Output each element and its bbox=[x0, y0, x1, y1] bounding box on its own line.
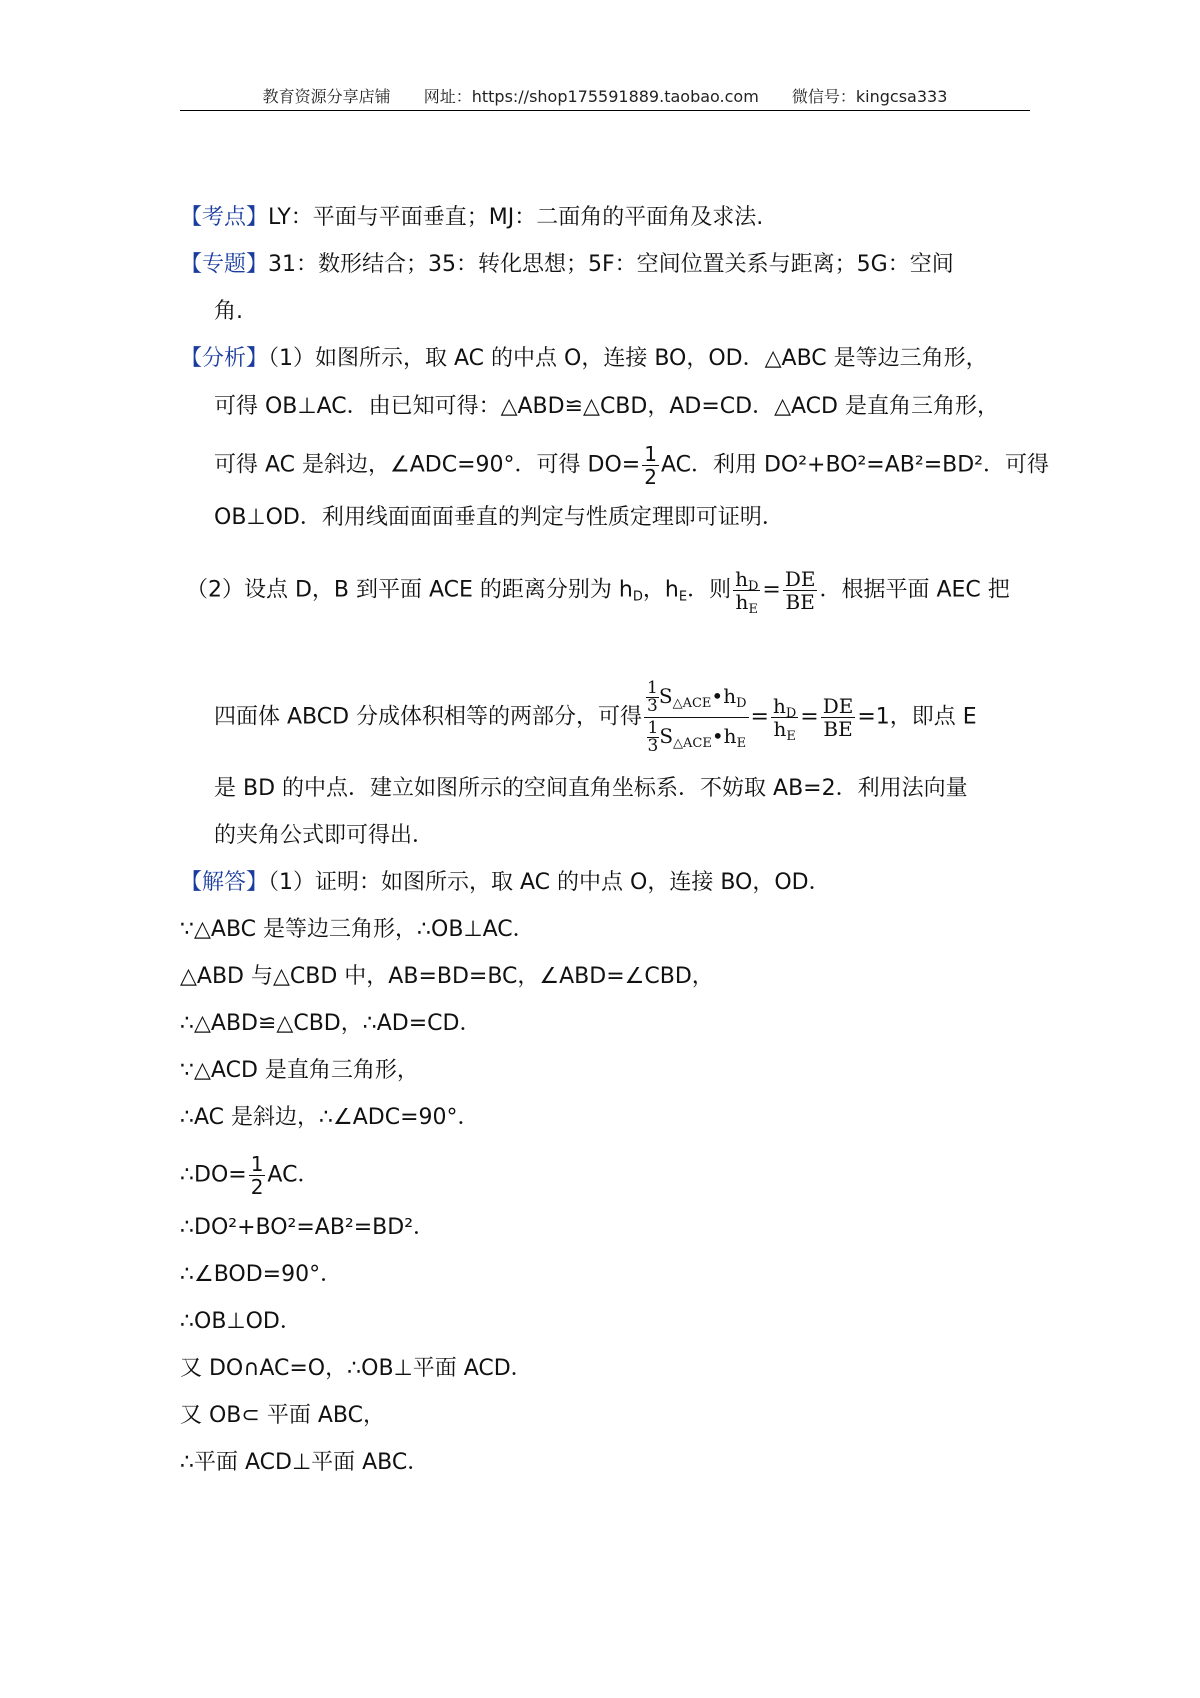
h-letter: h bbox=[773, 717, 787, 741]
fenxi-label: 【分析】 bbox=[180, 346, 269, 371]
fenxi-text-1: （1）如图所示，取 AC 的中点 O，连接 BO，OD．△ABC 是等边三角形， bbox=[268, 346, 988, 371]
jieda-label: 【解答】 bbox=[180, 870, 269, 895]
fenxi-part2-line-2 bbox=[214, 678, 977, 757]
sub-E: E bbox=[736, 736, 747, 751]
sub-D: D bbox=[736, 696, 747, 711]
part2-text-post: ．根据平面 AEC 把 bbox=[819, 577, 1010, 603]
part2-text-pre: （2）设点 D，B 到平面 ACE 的距离分别为 h bbox=[186, 577, 633, 603]
dot: • bbox=[711, 684, 724, 708]
jieda-line-12: 又 OB⊂ 平面 ABC， bbox=[180, 1403, 385, 1428]
jieda-line-13: ∴平面 ACD⊥平面 ABC． bbox=[180, 1450, 430, 1475]
sub-E: E bbox=[748, 602, 758, 617]
S-letter: S bbox=[659, 724, 674, 748]
sub-E: E bbox=[786, 729, 796, 744]
sub-D: D bbox=[785, 706, 797, 721]
equals: = bbox=[750, 704, 769, 730]
header-shop: 教育资源分享店铺 bbox=[262, 87, 391, 106]
sub-D: D bbox=[747, 579, 759, 594]
fenxi-line-3-post: AC．利用 DO²+BO²=AB²=BD²．可得 bbox=[660, 452, 1049, 478]
kaodian-label: 【考点】 bbox=[180, 205, 269, 230]
sub-ACE: △ACE bbox=[673, 736, 712, 751]
equals: = bbox=[762, 577, 781, 603]
volume-ratio-fraction bbox=[644, 678, 748, 757]
half-fraction: $\frac{1}{2}$ bbox=[250, 1152, 264, 1199]
fenxi-line-3-pre: 可得 AC 是斜边，∠ADC=90°．可得 DO= bbox=[214, 452, 641, 478]
fenxi-line-1 bbox=[180, 344, 988, 374]
kaodian-line bbox=[180, 203, 763, 233]
part2-text-then: ．则 bbox=[687, 577, 732, 603]
part3-text-post: =1，即点 E bbox=[857, 704, 977, 730]
jieda-line-6: ∴AC 是斜边，∴∠ADC=90°． bbox=[180, 1105, 480, 1130]
de-over-be-fraction: $\frac{DE}{BE}$ bbox=[784, 567, 816, 614]
jieda-line-4: ∴△ABD≌△CBD，∴AD=CD． bbox=[180, 1011, 482, 1036]
jieda-line-2: ∵△ABC 是等边三角形，∴OB⊥AC． bbox=[180, 917, 535, 942]
third-fraction: $\frac{1}{3}$ bbox=[647, 718, 659, 756]
header-rule bbox=[180, 110, 1030, 111]
jieda-7-post: AC． bbox=[267, 1162, 320, 1188]
jieda-line-1 bbox=[180, 868, 831, 898]
jieda-text-1: （1）证明：如图所示，取 AC 的中点 O，连接 BO，OD． bbox=[268, 870, 831, 895]
page-header bbox=[180, 84, 1030, 107]
sub-D: D bbox=[632, 589, 643, 605]
h-letter: h bbox=[723, 684, 737, 708]
hd-over-he-fraction bbox=[771, 694, 798, 744]
de-over-be-fraction: $\frac{DE}{BE}$ bbox=[822, 694, 854, 741]
kaodian-text: LY：平面与平面垂直；MJ：二面角的平面角及求法. bbox=[268, 205, 764, 230]
h-letter: h bbox=[723, 724, 737, 748]
header-url: 网址：https://shop175591889.taobao.com bbox=[423, 87, 759, 106]
third-fraction: $\frac{1}{3}$ bbox=[647, 678, 658, 716]
fenxi-line-2: 可得 OB⊥AC．由已知可得：△ABD≌△CBD，AD=CD．△ACD 是直角三角形， bbox=[214, 394, 999, 419]
jieda-line-10: ∴OB⊥OD． bbox=[180, 1309, 302, 1334]
zhuanti-line-2: 角. bbox=[214, 299, 243, 324]
h-letter: h bbox=[735, 590, 749, 614]
header-wechat: 微信号：kingcsa333 bbox=[791, 87, 948, 106]
jieda-line-3: △ABD 与△CBD 中，AB=BD=BC，∠ABD=∠CBD， bbox=[180, 964, 714, 989]
sub-ACE: △ACE bbox=[672, 696, 712, 711]
jieda-line-11: 又 DO∩AC=O，∴OB⊥平面 ACD． bbox=[180, 1356, 533, 1381]
jieda-line-8: ∴DO²+BO²=AB²=BD²． bbox=[180, 1215, 436, 1240]
sub-E: E bbox=[678, 589, 688, 605]
zhuanti-line-1 bbox=[180, 250, 954, 280]
fenxi-line-3 bbox=[214, 443, 1049, 488]
dot: • bbox=[711, 724, 724, 748]
fenxi-part2-line-1 bbox=[186, 567, 1010, 617]
jieda-line-9: ∴∠BOD=90°． bbox=[180, 1262, 343, 1287]
half-fraction: $\frac{1}{2}$ bbox=[644, 442, 657, 489]
jieda-line-5: ∵△ACD 是直角三角形， bbox=[180, 1058, 419, 1083]
part2-text-mid: ，h bbox=[642, 577, 679, 603]
jieda-line-7 bbox=[180, 1153, 319, 1198]
part3-text-pre: 四面体 ABCD 分成体积相等的两部分，可得 bbox=[214, 704, 643, 730]
fenxi-line-4: OB⊥OD．利用线面面面垂直的判定与性质定理即可证明． bbox=[214, 505, 784, 530]
h-letter: h bbox=[772, 694, 786, 718]
hd-over-he-fraction bbox=[733, 567, 760, 617]
jieda-7-pre: ∴DO= bbox=[180, 1162, 247, 1188]
fenxi-part2-line-4: 的夹角公式即可得出． bbox=[214, 823, 435, 848]
S-letter: S bbox=[658, 684, 673, 708]
fenxi-part2-line-3: 是 BD 的中点．建立如图所示的空间直角坐标系．不妨取 AB=2．利用法向量 bbox=[214, 776, 968, 801]
h-letter: h bbox=[735, 567, 748, 591]
zhuanti-text-1: 31：数形结合；35：转化思想；5F：空间位置关系与距离；5G：空间 bbox=[268, 252, 954, 277]
equals: = bbox=[800, 704, 819, 730]
zhuanti-label: 【专题】 bbox=[180, 252, 269, 277]
